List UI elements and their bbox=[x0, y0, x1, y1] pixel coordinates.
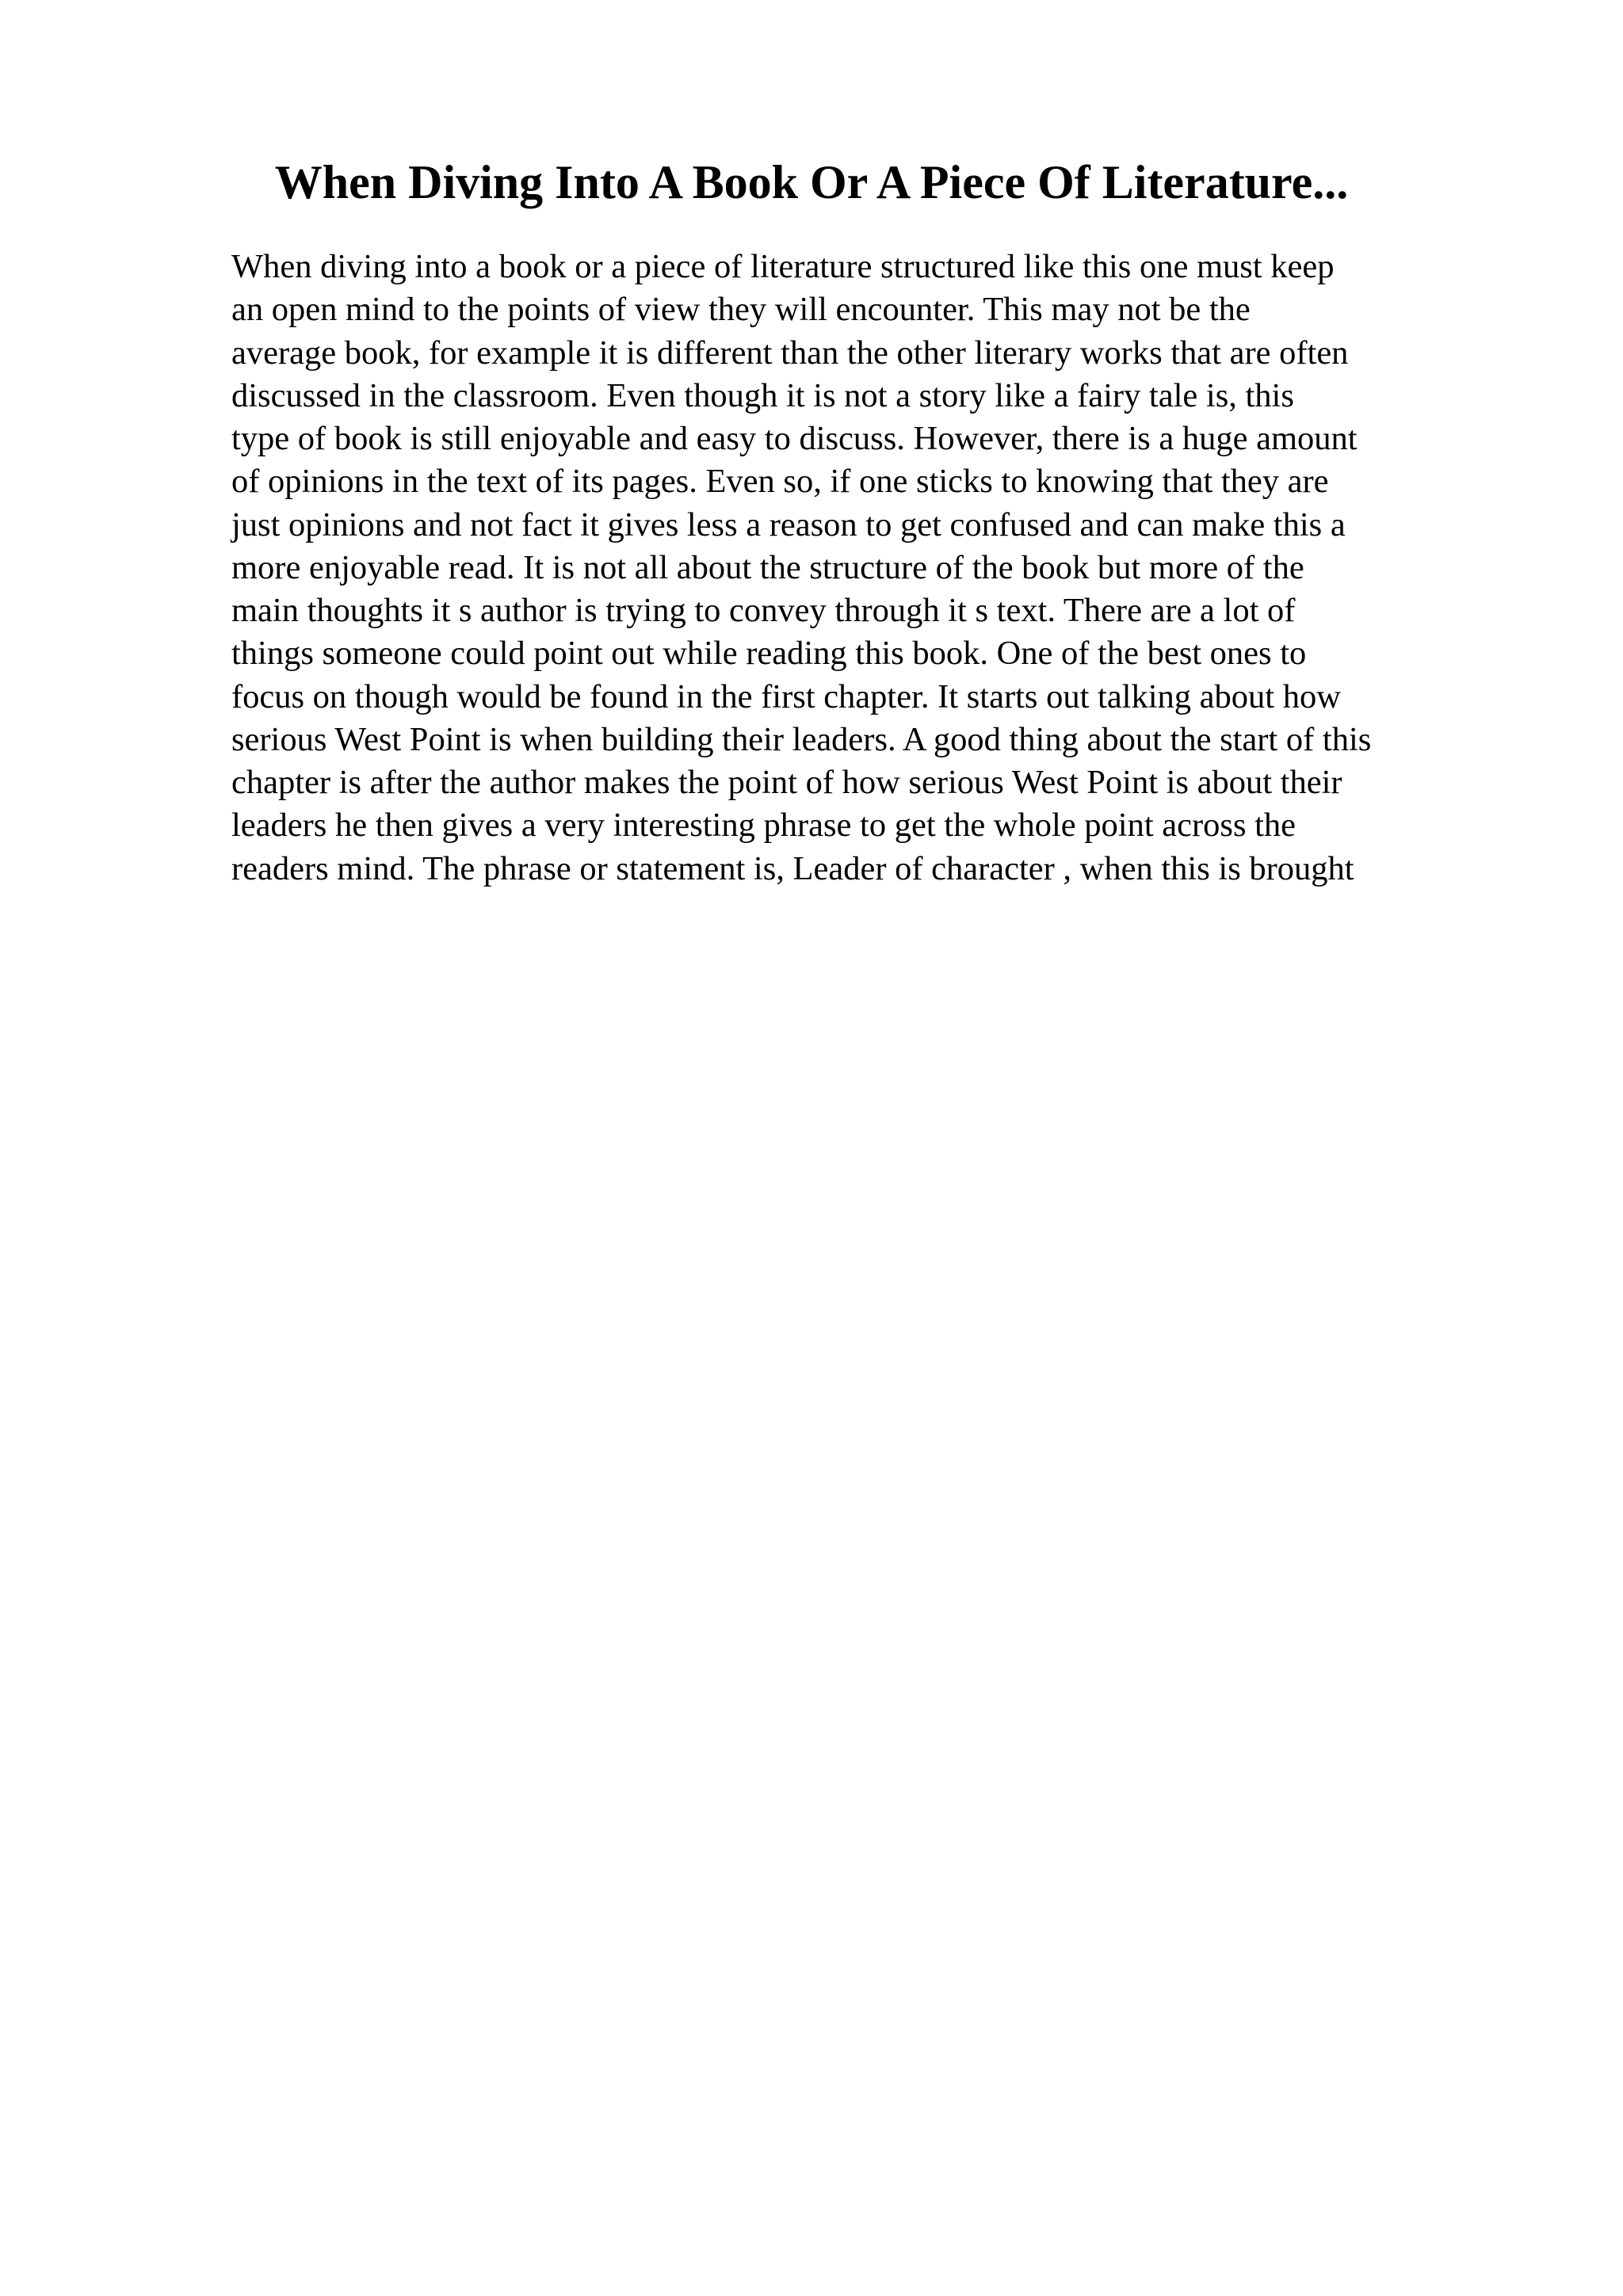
document-body bbox=[231, 246, 1531, 891]
body-line-3: average book, for example it is different than the other literary works that are often bbox=[231, 334, 1349, 372]
body-line-2: an open mind to the points of view they will encounter. This may not be the bbox=[231, 291, 1251, 329]
body-line-14: leaders he then gives a very interesting phrase to get the whole point across the bbox=[231, 807, 1296, 845]
body-line-13: chapter is after the author makes the point of how serious West Point is about their bbox=[231, 764, 1342, 801]
body-line-7: just opinions and not fact it gives less a reason to get confused and can make this a bbox=[231, 505, 1346, 543]
body-line-4: discussed in the classroom. Even though it is not a story like a fairy tale is, this bbox=[231, 376, 1294, 414]
body-line-5: type of book is still enjoyable and easy to discuss. However, there is a huge amount bbox=[231, 420, 1358, 457]
document-title: When Diving Into A Book Or A Piece Of Literature... bbox=[274, 156, 1349, 208]
body-line-12: serious West Point is when building their leaders. A good thing about the start of this bbox=[231, 720, 1372, 758]
body-line-11: focus on though would be found in the first chapter. It starts out talking about how bbox=[231, 677, 1341, 715]
body-line-8: more enjoyable read. It is not all about the structure of the book but more of the bbox=[231, 548, 1304, 586]
body-line-6: of opinions in the text of its pages. Even so, if one sticks to knowing that they are bbox=[231, 463, 1329, 501]
body-line-1: When diving into a book or a piece of literature structured like this one must keep bbox=[231, 248, 1335, 285]
body-line-9: main thoughts it s author is trying to convey through it s text. There are a lot of bbox=[231, 592, 1296, 629]
body-line-15: readers mind. The phrase or statement is, Leader of character , when this is brought bbox=[231, 849, 1354, 887]
body-line-10: things someone could point out while reading this book. One of the best ones to bbox=[231, 635, 1307, 673]
